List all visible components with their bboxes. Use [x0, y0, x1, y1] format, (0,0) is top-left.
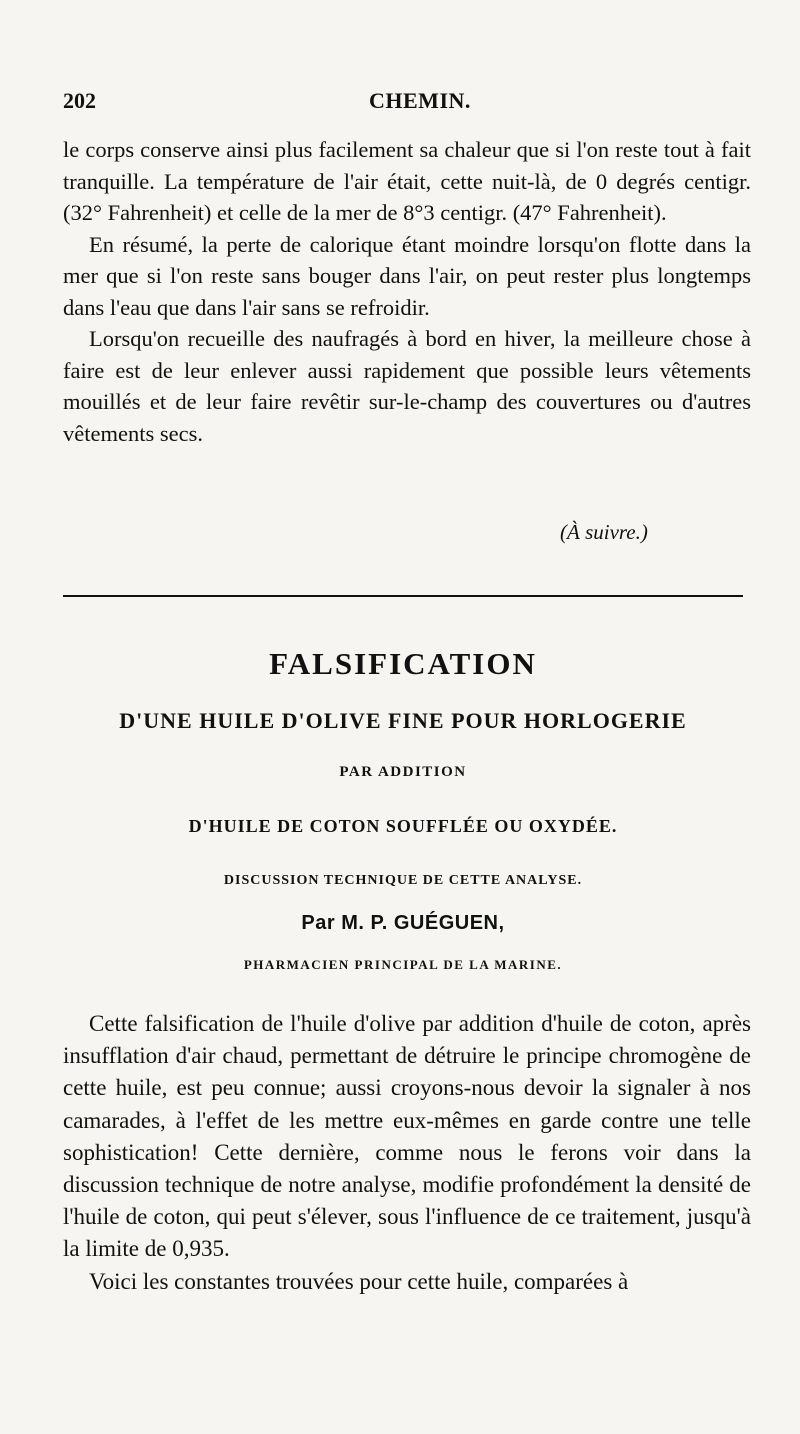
- running-head: [63, 88, 743, 118]
- previous-article-ending: [63, 134, 751, 449]
- article-body: [63, 1008, 751, 1298]
- article-title: FALSIFICATION: [269, 646, 537, 681]
- article-subtitle-cotton-oil: D'HUILE DE COTON SOUFFLÉE OU OXYDÉE.: [188, 816, 618, 836]
- paragraph: Lorsqu'on recueille des naufragés à bord en hiver, la meilleure chose à faire est de leur enlever aussi rapidement que possible leurs vêtements mouillés et de leur faire revêtir sur-le-champ des couvertures ou d'autres vêtements secs.: [63, 326, 751, 446]
- running-title: CHEMIN.: [369, 88, 471, 113]
- paragraph: Voici les constantes trouvées pour cette huile, comparées à: [89, 1268, 629, 1294]
- page-number: 202: [63, 88, 96, 113]
- article-subtitle-discussion: DISCUSSION TECHNIQUE DE CETTE ANALYSE.: [223, 873, 583, 888]
- paragraph: En résumé, la perte de calorique étant moindre lorsqu'on flotte dans la mer que si l'on reste sans bouger dans l'air, on peut rester plus longtemps dans l'eau que dans l'air sans se refroidir.: [63, 231, 751, 320]
- paragraph: Cette falsification de l'huile d'olive par addition d'huile de coton, après insufflation d'air chaud, permettant de détruire le principe chromogène de cette huile, est peu connue; aussi croyons-nous devoir la signaler à nos camarades, à l'effet de les mettre eux-mêmes en garde contre une telle sophistication! Cette dernière, comme nous le ferons voir dans la discussion technique de notre analyse, modifie profondément la densité de l'huile de coton, qui peut s'élever, sous l'influence de ce traitement, jusqu'à la limite de 0,935.: [63, 1011, 751, 1262]
- to-be-continued-note: (À suivre.): [560, 520, 648, 544]
- section-divider: [63, 595, 743, 597]
- paragraph: le corps conserve ainsi plus facilement sa chaleur que si l'on reste tout à fait tranquille. La température de l'air était, cette nuit-là, de 0 degrés centigr. (32° Fahrenheit) et celle de la mer de 8°3 centigr. (47° Fahrenheit).: [63, 137, 751, 225]
- author-affiliation: PHARMACIEN PRINCIPAL DE LA MARINE.: [243, 957, 563, 972]
- article-author: Par M. P. GUÉGUEN,: [301, 912, 505, 934]
- article-subtitle-by-addition: PAR ADDITION: [339, 764, 467, 780]
- article-subtitle: D'UNE HUILE D'OLIVE FINE POUR HORLOGERIE: [119, 708, 687, 733]
